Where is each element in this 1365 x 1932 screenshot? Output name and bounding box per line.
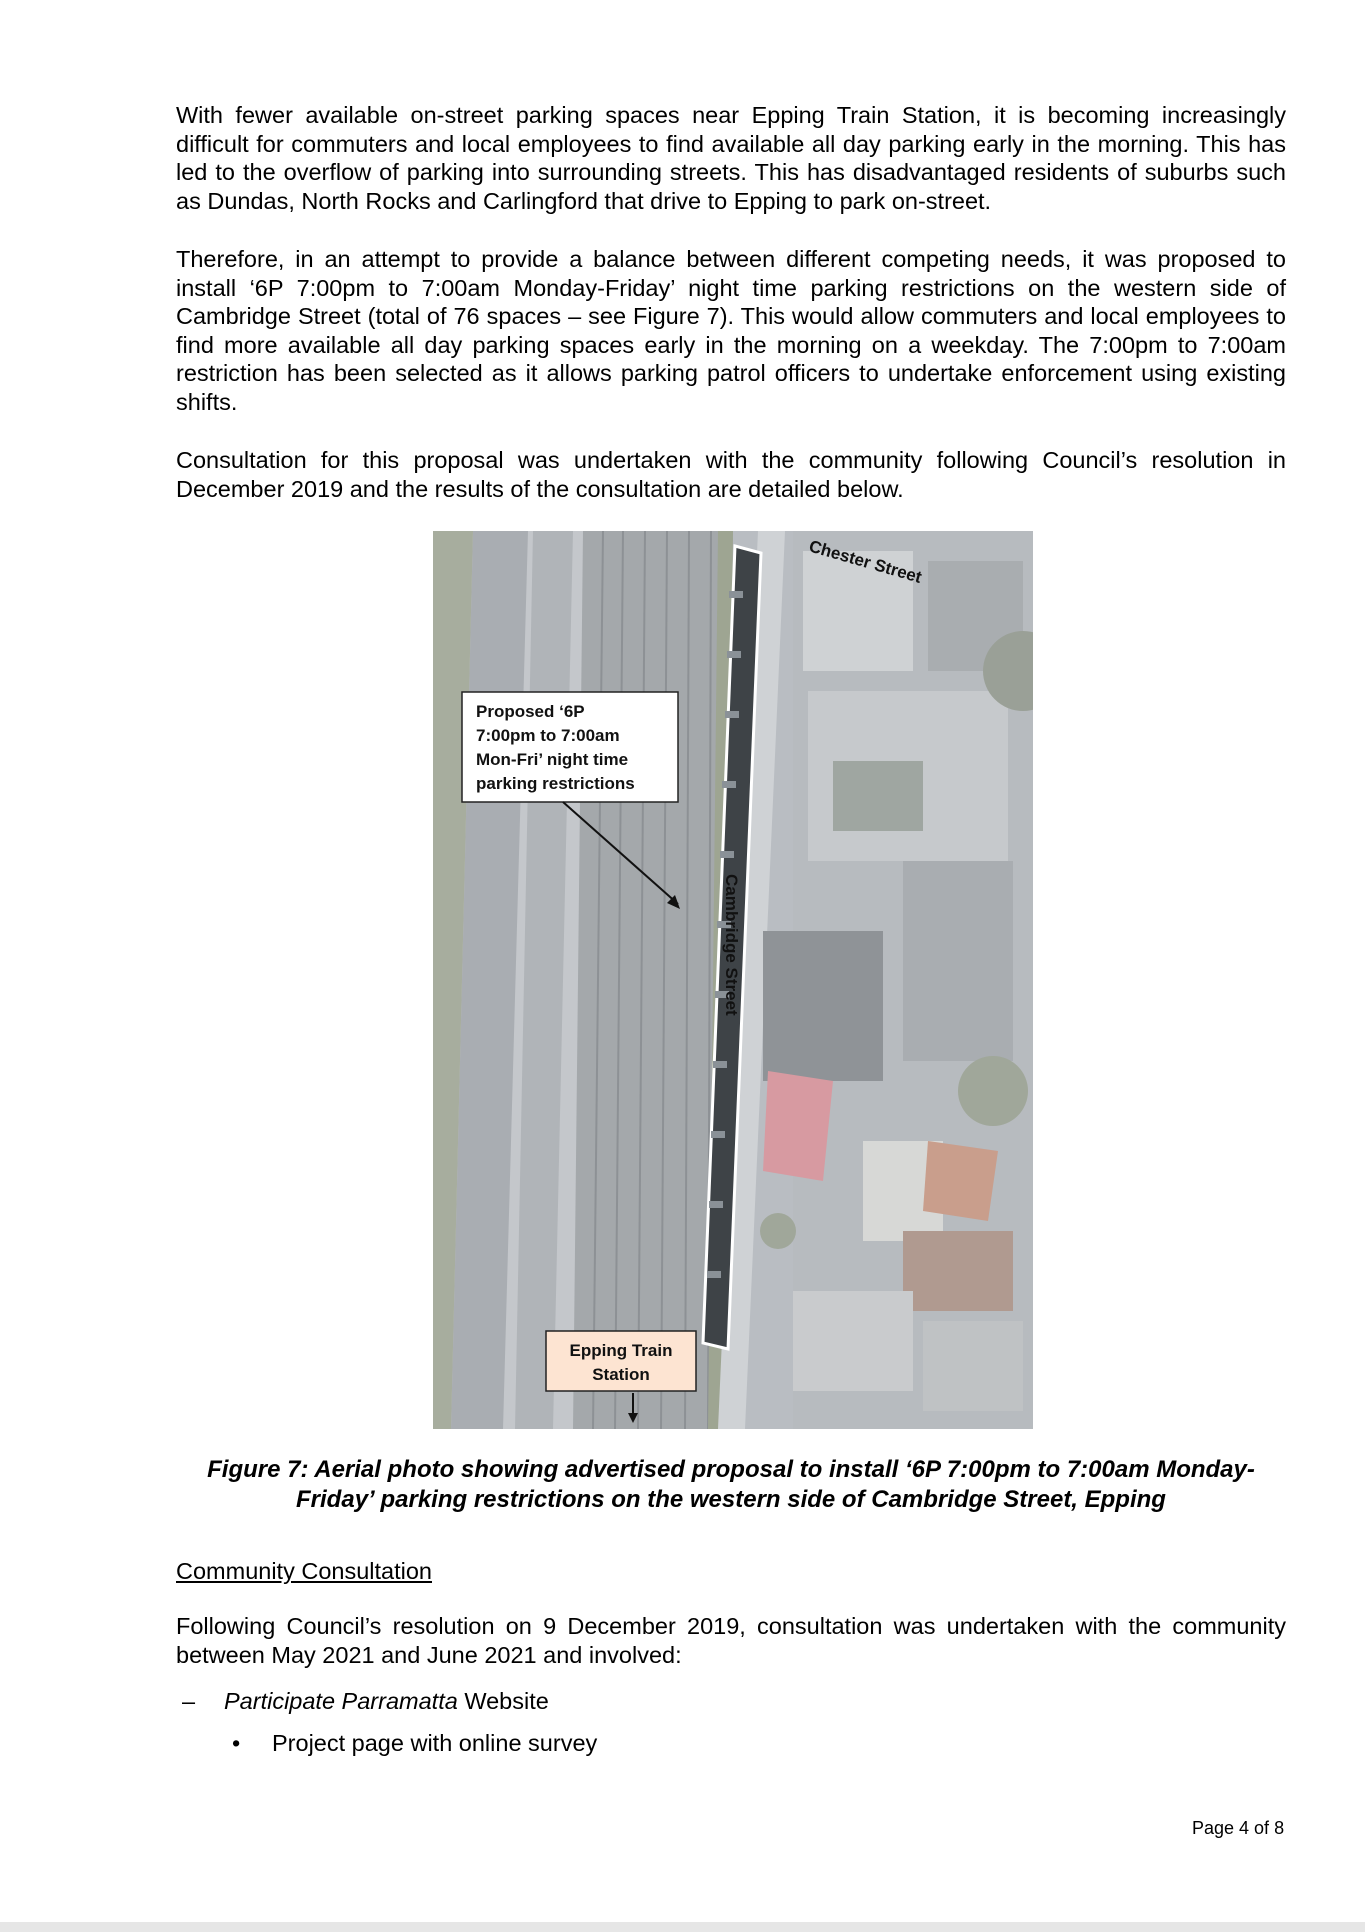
dot-bullet-marker: • — [232, 1730, 241, 1756]
list-item-website-rest: Website — [457, 1688, 549, 1714]
callout-line-2: 7:00pm to 7:00am — [476, 726, 620, 745]
section-heading-community-consultation: Community Consultation — [176, 1558, 432, 1584]
callout-line-4: parking restrictions — [476, 774, 635, 793]
page-bottom-edge — [0, 1922, 1365, 1932]
chester-street-label: Chester Street — [806, 536, 924, 587]
figure-caption: Figure 7: Aerial photo showing advertised proposal to install ‘6P 7:00pm to 7:00am Monday-Friday’ parking restrictions on the western side of Cambridge Street, Epping — [207, 1456, 1255, 1513]
callout-line-3: Mon-Fri’ night time — [476, 750, 629, 769]
paragraph-proposal: Therefore, in an attempt to provide a balance between different competing needs, it was proposed to install ‘6P 7:00pm to 7:00am Monday-Friday’ night time parking restrictions on the western side of Cambridge Street (total of 76 spaces – see Figure 7). This would allow commuters and local employees to find more available all day parking spaces early in the morning on a weekday. The 7:00pm to 7:00am restriction has been selected as it allows parking patrol officers to undertake enforcement using existing shifts. — [176, 246, 1286, 415]
list-item-website — [224, 1686, 549, 1716]
callout-line-1: Proposed ‘6P — [476, 702, 585, 721]
dash-bullet-marker: – — [182, 1688, 196, 1714]
station-line-1: Epping Train — [569, 1341, 673, 1360]
station-line-2: Station — [592, 1365, 650, 1384]
list-item-project-page: Project page with online survey — [272, 1730, 598, 1756]
paragraph-parking-pressure: With fewer available on-street parking spaces near Epping Train Station, it is becoming increasingly difficult for commuters and local employees to find available all day parking early in the morning. This has led to the overflow of parking into surrounding streets. This has disadvantaged residents of suburbs such as Dundas, North Rocks and Carlingford that drive to Epping to park on-street. — [176, 102, 1286, 214]
paragraph-consultation-details: Following Council’s resolution on 9 December 2019, consultation was undertaken with the community between May 2021 and June 2021 and involved: — [176, 1613, 1286, 1668]
page-number-footer: Page 4 of 8 — [1192, 1818, 1285, 1838]
paragraph-consultation-intro: Consultation for this proposal was undertaken with the community following Council’s resolution in December 2019 and the results of the consultation are detailed below. — [176, 447, 1286, 502]
cambridge-street-label: Cambridge Street — [722, 874, 741, 1016]
list-item-website-italic: Participate Parramatta — [224, 1688, 458, 1714]
aerial-photo-figure — [433, 531, 1033, 1429]
